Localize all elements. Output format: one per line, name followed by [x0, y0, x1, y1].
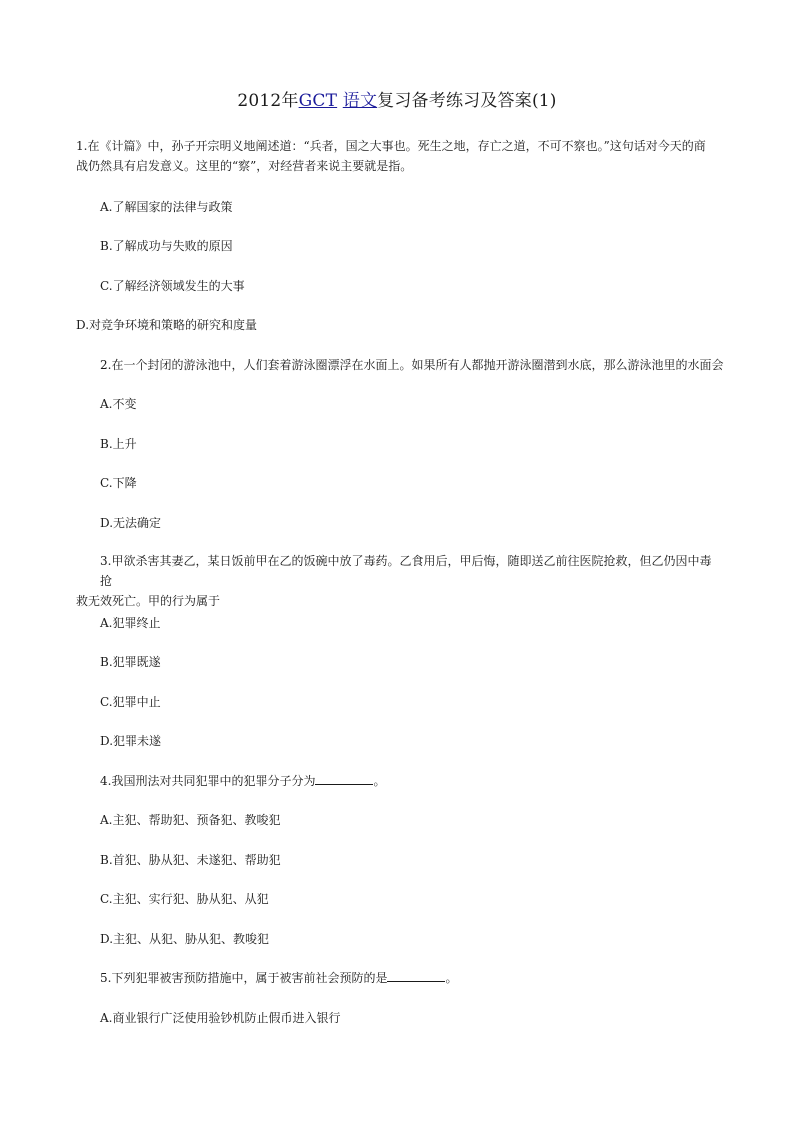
question-1-option-a: A.了解国家的法律与政策: [100, 200, 233, 214]
question-5-stem-text: 5.下列犯罪被害预防措施中，属于被害前社会预防的是: [100, 971, 388, 985]
question-1-option-d: D.对竞争环境和策略的研究和度量: [76, 318, 258, 332]
question-5-option-a: A.商业银行广泛使用验钞机防止假币进入银行: [100, 1011, 341, 1025]
question-4-stem: [100, 771, 385, 791]
question-3-stem: [76, 551, 718, 611]
page-title: [0, 86, 794, 111]
link-yuwen[interactable]: 语文: [342, 91, 378, 111]
question-2-stem: 2.在一个封闭的游泳池中，人们套着游泳圈漂浮在水面上。如果所有人都抛开游泳圈潜到水底，那么游泳池里的水面会: [100, 358, 724, 372]
question-3-option-d: D.犯罪未遂: [100, 734, 162, 748]
question-4-option-b: B.首犯、胁从犯、未遂犯、帮助犯: [100, 853, 281, 867]
question-4-stem-end: 。: [373, 774, 386, 788]
question-1-option-b: B.了解成功与失败的原因: [100, 239, 233, 253]
question-3-line-1: 3.甲欲杀害其妻乙，某日饭前甲在乙的饭碗中放了毒药。乙食用后，甲后悔，随即送乙前往医院抢救，但乙仍因中毒抢: [100, 554, 712, 588]
question-2-option-a: A.不变: [100, 397, 137, 411]
question-1-line-2: 战仍然具有启发意义。这里的“察”，对经营者来说主要就是指。: [76, 159, 413, 173]
question-4-option-a: A.主犯、帮助犯、预备犯、教唆犯: [100, 813, 281, 827]
question-3-option-c: C.犯罪中止: [100, 695, 161, 709]
question-4-option-c: C.主犯、实行犯、胁从犯、从犯: [100, 892, 269, 906]
question-2-option-d: D.无法确定: [100, 516, 162, 530]
answer-blank: [315, 772, 373, 785]
question-4-stem-text: 4.我国刑法对共同犯罪中的犯罪分子分为: [100, 774, 316, 788]
question-4-option-d: D.主犯、从犯、胁从犯、教唆犯: [100, 932, 270, 946]
question-3-option-a: A.犯罪终止: [100, 616, 161, 630]
title-prefix: 2012年: [237, 91, 299, 111]
question-2-option-c: C.下降: [100, 476, 137, 490]
question-2-option-b: B.上升: [100, 437, 137, 451]
question-5-stem: [100, 968, 457, 988]
question-5-stem-end: 。: [445, 971, 458, 985]
question-3-line-2: 救无效死亡。甲的行为属于: [76, 594, 221, 608]
question-1-option-c: C.了解经济领域发生的大事: [100, 279, 245, 293]
title-suffix: 复习备考练习及答案(1): [377, 91, 557, 111]
answer-blank: [387, 969, 445, 982]
link-gct[interactable]: GCT: [298, 91, 338, 111]
question-3-option-b: B.犯罪既遂: [100, 655, 161, 669]
question-1-stem: [76, 136, 718, 176]
question-1-line-1: 1.在《计篇》中，孙子开宗明义地阐述道：“兵者，国之大事也。死生之地，存亡之道，不可不察也。”这句话对今天的商: [76, 139, 706, 153]
